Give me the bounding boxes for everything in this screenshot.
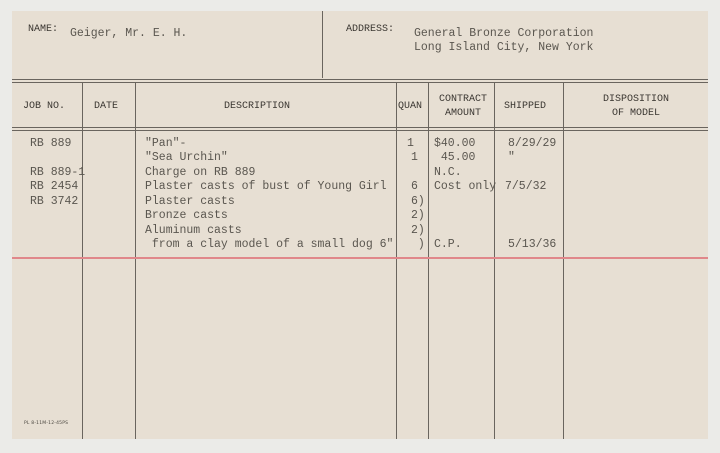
row-5-desc: Plaster casts [145, 195, 235, 208]
header-divider [322, 11, 323, 78]
form-code: PL 8-11M-12-45PS [24, 421, 69, 426]
col-job-no: JOB NO. [23, 101, 66, 112]
address-line-2: Long Island City, New York [414, 41, 594, 54]
row-7-desc: Aluminum casts [145, 224, 242, 237]
address-line-1: General Bronze Corporation [414, 27, 594, 40]
col-divider-6 [563, 83, 564, 439]
row-5-job: RB 3742 [30, 195, 79, 208]
row-8-desc: from a clay model of a small dog 6" [145, 238, 394, 251]
col-shipped: SHIPPED [504, 101, 547, 112]
header-rule-2 [12, 130, 708, 131]
col-date: DATE [94, 101, 119, 112]
row-1-quan: 1 [407, 137, 414, 150]
record-card [12, 11, 708, 439]
row-4-desc: Plaster casts of bust of Young Girl [145, 180, 387, 193]
row-6-desc: Bronze casts [145, 209, 228, 222]
col-disposition-1: DISPOSITION [602, 94, 669, 105]
col-contract-2: AMOUNT [444, 108, 481, 119]
col-divider-3 [396, 83, 397, 439]
row-1-desc: "Pan"- [145, 137, 187, 150]
col-divider-5 [494, 83, 495, 439]
row-4-job: RB 2454 [30, 180, 79, 193]
row-8-quan: ) [411, 238, 425, 251]
row-2-amount: 45.00 [434, 151, 476, 164]
row-3-job: RB 889-1 [30, 166, 86, 179]
name-value: Geiger, Mr. E. H. [70, 27, 188, 40]
row-3-desc: Charge on RB 889 [145, 166, 256, 179]
name-label: NAME: [28, 24, 59, 35]
row-1-amount: $40.00 [434, 137, 476, 150]
row-1-job: RB 889 [30, 137, 72, 150]
top-rule-2 [12, 82, 708, 83]
row-2-quan: 1 [411, 151, 418, 164]
row-4-quan: 6 [411, 180, 418, 193]
header-rule-1 [12, 127, 708, 128]
row-4-amount: Cost only [434, 180, 497, 193]
col-description: DESCRIPTION [224, 101, 291, 112]
row-7-quan: 2) [411, 224, 425, 237]
red-rule [12, 257, 708, 259]
row-5-quan: 6) [411, 195, 425, 208]
row-2-desc: "Sea Urchin" [145, 151, 228, 164]
row-6-quan: 2) [411, 209, 425, 222]
address-label: ADDRESS: [346, 24, 395, 35]
row-8-shipped: 5/13/36 [508, 238, 557, 251]
row-4-shipped: 7/5/32 [505, 180, 547, 193]
row-3-amount: N.C. [434, 166, 462, 179]
row-2-shipped: " [508, 151, 515, 164]
row-8-amount: C.P. [434, 238, 462, 251]
col-quan: QUAN [398, 101, 423, 112]
top-rule-1 [12, 79, 708, 80]
col-contract-1: CONTRACT [438, 94, 487, 105]
col-divider-1 [82, 83, 83, 439]
row-1-shipped: 8/29/29 [508, 137, 557, 150]
col-disposition-2: OF MODEL [611, 108, 660, 119]
col-divider-4 [428, 83, 429, 439]
col-divider-2 [135, 83, 136, 439]
